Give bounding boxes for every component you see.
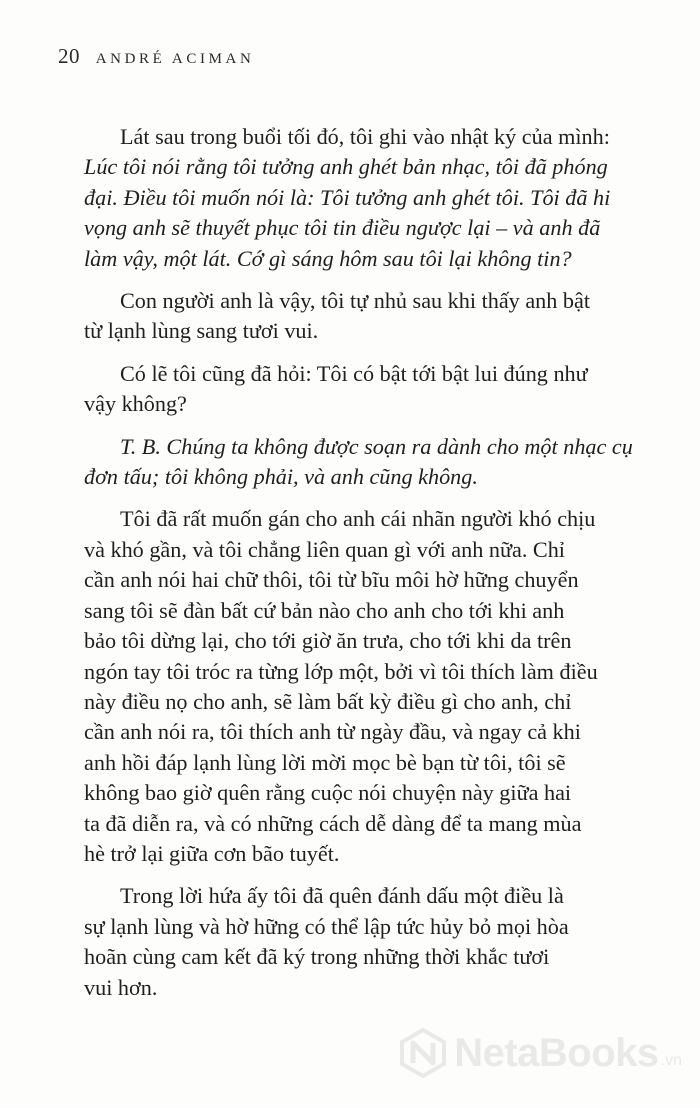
text-line: ta đã diễn ra, và có những cách dễ dàng để ta mang mùa bbox=[84, 810, 582, 836]
text-line: hoãn cùng cam kết đã ký trong những thời khắc tươi bbox=[84, 944, 550, 970]
text-line: này điều nọ cho anh, sẽ làm bất kỳ điều gì cho anh, chỉ bbox=[84, 688, 572, 714]
text-line: hè trở lại giữa cơn bão tuyết. bbox=[84, 840, 340, 866]
running-head bbox=[58, 44, 254, 69]
text-line: không bao giờ quên rằng cuộc nói chuyện này giữa hai bbox=[84, 780, 572, 806]
paragraph bbox=[84, 881, 644, 1003]
text-line: cần anh nói hai chữ thôi, tôi từ bĩu môi hờ hững chuyển bbox=[84, 567, 579, 593]
text-line: vậy không? bbox=[84, 391, 187, 417]
text-line: vui hơn. bbox=[84, 974, 158, 1000]
text-line: làm vậy, một lát. Cớ gì sáng hôm sau tôi lại không tin? bbox=[84, 245, 572, 271]
text-line: sang tôi sẽ đàn bất cứ bản nào cho anh cho tới khi anh bbox=[84, 597, 565, 623]
text-line: Lát sau trong buổi tối đó, tôi ghi vào nhật ký của mình: bbox=[120, 124, 610, 149]
body-text bbox=[84, 122, 644, 1015]
watermark-suffix: .vn bbox=[660, 1052, 682, 1069]
text-line: sự lạnh lùng và hờ hững có thể lập tức hủy bỏ mọi hòa bbox=[84, 913, 569, 939]
text-line: vọng anh sẽ thuyết phục tôi tin điều ngược lại – và anh đã bbox=[84, 215, 601, 241]
page-number: 20 bbox=[58, 44, 80, 68]
paragraph bbox=[84, 122, 644, 274]
text-line: đại. Điều tôi muốn nói là: Tôi tưởng anh ghét tôi. Tôi đã hi bbox=[84, 184, 611, 210]
author-name: ANDRÉ ACIMAN bbox=[95, 51, 255, 67]
text-line: Con người anh là vậy, tôi tự nhủ sau khi thấy anh bật bbox=[120, 288, 591, 314]
paragraph bbox=[84, 504, 644, 869]
text-line: bảo tôi dừng lại, cho tới giờ ăn trưa, cho tới khi da trên bbox=[84, 628, 572, 654]
text-line: từ lạnh lùng sang tươi vui. bbox=[84, 318, 319, 344]
text-line: Tôi đã rất muốn gán cho anh cái nhãn người khó chịu bbox=[120, 506, 596, 532]
text-line: Trong lời hứa ấy tôi đã quên đánh dấu một điều là bbox=[120, 883, 564, 909]
text-line: Lúc tôi nói rằng tôi tưởng anh ghét bản nhạc, tôi đã phóng bbox=[84, 154, 608, 180]
text-line: đơn tấu; tôi không phải, và anh cũng không. bbox=[84, 464, 478, 490]
text-line: và khó gần, và tôi chẳng liên quan gì với anh nữa. Chỉ bbox=[84, 536, 565, 562]
netabooks-logo-icon bbox=[398, 1028, 448, 1078]
text-line: anh hồi đáp lạnh lùng lời mời mọc bè bạn từ tôi, tôi sẽ bbox=[84, 749, 566, 775]
watermark bbox=[398, 1028, 682, 1078]
text-line: ngón tay tôi tróc ra từng lớp một, bởi vì tôi thích làm điều bbox=[84, 658, 598, 684]
paragraph bbox=[84, 286, 644, 347]
text-line: Có lẽ tôi cũng đã hỏi: Tôi có bật tới bật lui đúng như bbox=[120, 360, 588, 386]
text-line: T. B. Chúng ta không được soạn ra dành cho một nhạc cụ bbox=[120, 433, 633, 459]
watermark-brand: NetaBooks bbox=[454, 1030, 659, 1075]
paragraph bbox=[84, 432, 644, 493]
text-line: cần anh nói ra, tôi thích anh từ ngày đầu, và ngay cả khi bbox=[84, 719, 581, 745]
paragraph bbox=[84, 359, 644, 420]
